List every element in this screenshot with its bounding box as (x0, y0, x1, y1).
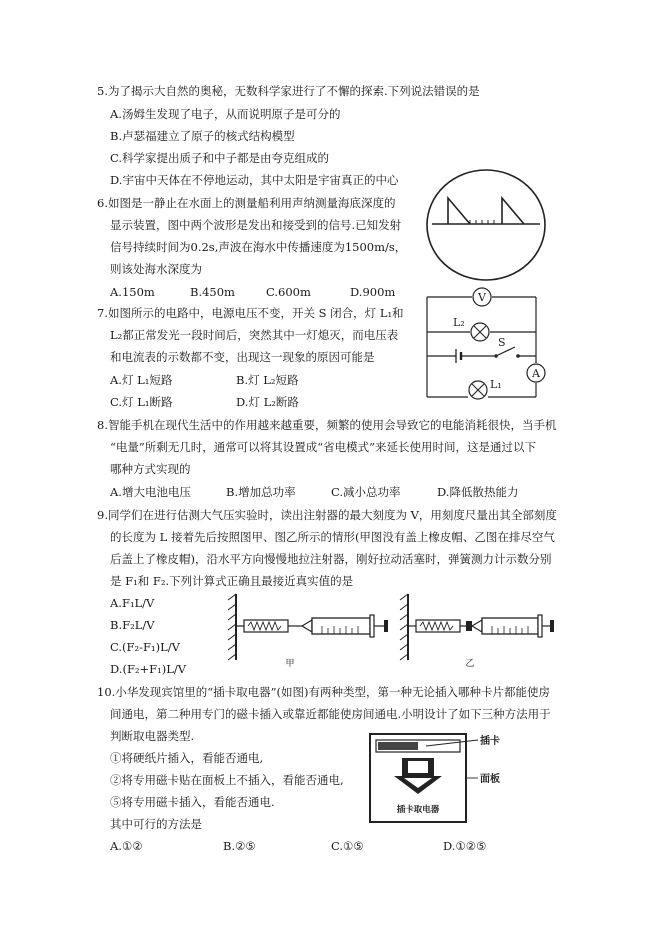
q6-option-c: C.600m (266, 285, 311, 299)
q5-option-c: C.科学家提出质子和中子都是由夸克组成的 (110, 151, 330, 165)
q5-option-a: A.汤姆生发现了电子，从而说明原子是可分的 (110, 107, 341, 121)
q10-method-3: ⑤将专用磁卡插入，看能否通电. (110, 795, 275, 809)
q6-stem-line-4: 则该处海水深度为 (110, 262, 202, 276)
q8-stem-line-2: “电量”所剩无几时，通常可以将其设置成“省电模式”来延长使用时间，这是通过以下 (110, 440, 537, 454)
voltmeter-label: V (478, 291, 486, 304)
q10-stem-line-1: 10.小华发现宾馆里的“插卡取电器”(如图)有两种类型，第一种无论插入哪种卡片都能使房 (97, 685, 551, 699)
q8-option-a: A.增大电池电压 (110, 485, 191, 499)
panel-label: 面板 (480, 774, 500, 785)
q10-method-2: ②将专用磁卡贴在面板上不插入，看能否通电, (110, 773, 344, 787)
q9-stem-line-1: 9.同学们在进行估测大气压实验时，读出注射器的最大刻度为 V，用刻度尺量出其全部刻度 (97, 508, 557, 522)
q10-stem-line-2: 间通电，第二种用专门的磁卡插入或靠近都能使房间通电.小明设计了如下三种方法用于 (110, 707, 551, 721)
q9-stem-line-3: 后盖上了橡皮帽)，沿水平方向慢慢地拉注射器，刚好拉动活塞时，弹簧测力计示数分别 (110, 552, 552, 566)
q7-option-a: A.灯 L₁短路 (110, 373, 173, 387)
switch-label: S (498, 336, 506, 349)
q6-option-b: B.450m (190, 285, 235, 299)
q6-option-d: D.900m (350, 285, 396, 299)
ammeter-label: A (532, 367, 540, 380)
circuit-diagram-figure (422, 286, 552, 406)
syringe-experiment-figure (226, 590, 556, 672)
q6-option-a: A.150m (110, 285, 155, 299)
q6-stem-line-1: 6.如图是一静止在水面上的测量船利用声纳测量海底深度的 (97, 196, 396, 210)
q9-option-a: A.F₁L/V (110, 596, 155, 610)
q9-stem-line-2: 的长度为 L 接着先后按照图甲、图乙所示的情形(甲图没有盖上橡皮帽、乙图在排尽空气 (110, 530, 555, 544)
q9-option-b: B.F₂L/V (110, 618, 155, 632)
figure-yi-label: 乙 (465, 659, 475, 669)
q9-option-c: C.(F₂-F₁)L/V (110, 640, 180, 654)
q7-stem-line-2: L₂都正常发光一段时间后，突然其中一灯熄灭，而电压表 (110, 328, 399, 342)
q9-stem-line-4: 是 F₁和 F₂.下列计算式正确且最接近真实值的是 (110, 574, 354, 588)
device-label: 插卡取电器 (396, 805, 440, 815)
q10-conclusion: 其中可行的方法是 (110, 817, 202, 831)
q6-stem-line-3: 信号持续时间为0.2s,声波在海水中传播速度为1500m/s， (110, 240, 407, 254)
q7-option-b: B.灯 L₂短路 (236, 373, 299, 387)
q10-option-a: A.①② (110, 839, 143, 853)
lamp-l2-label: L₂ (453, 316, 465, 329)
q5-stem: 5.为了揭示大自然的奥秘，无数科学家进行了不懈的探索.下列说法错误的是 (97, 84, 480, 98)
q5-option-b: B.卢瑟福建立了原子的核式结构模型 (110, 129, 295, 143)
q6-stem-line-2: 显示装置，图中两个波形是发出和接受到的信号.已知发射 (110, 218, 402, 232)
q8-option-b: B.增加总功率 (226, 485, 296, 499)
q10-stem-line-3: 判断取电器类型. (110, 729, 195, 743)
q8-option-c: C.减小总功率 (331, 485, 401, 499)
q7-option-c: C.灯 L₁断路 (110, 395, 173, 409)
q7-option-d: D.灯 L₂断路 (236, 395, 299, 409)
q7-stem-line-3: 和电流表的示数都不变，出现这一现象的原因可能是 (110, 350, 375, 364)
q10-method-1: ①将硬纸片插入，看能否通电, (110, 751, 264, 765)
q10-option-d: D.①②⑤ (443, 839, 487, 853)
q7-stem-line-1: 7.如图所示的电路中，电源电压不变，开关 S 闭合，灯 L₁和 (97, 306, 404, 320)
q8-option-d: D.降低散热能力 (437, 485, 519, 499)
q5-option-d: D.宇宙中天体在不停地运动，其中太阳是宇宙真正的中心 (110, 173, 399, 187)
q9-option-d: D.(F₂+F₁)L/V (110, 662, 187, 676)
card-power-switch-figure (366, 730, 526, 826)
q10-option-b: B.②⑤ (223, 839, 256, 853)
q8-stem-line-3: 哪种方式实现的 (110, 462, 191, 476)
lamp-l1-label: L₁ (490, 378, 502, 391)
card-label: 插卡 (480, 736, 500, 747)
q10-option-c: C.①⑤ (331, 839, 364, 853)
q8-stem-line-1: 8.智能手机在现代生活中的作用越来越重要，频繁的使用会导致它的电能消耗很快，当手机 (97, 418, 557, 432)
figure-jia-label: 甲 (285, 659, 295, 669)
sonar-display-figure (424, 166, 549, 284)
